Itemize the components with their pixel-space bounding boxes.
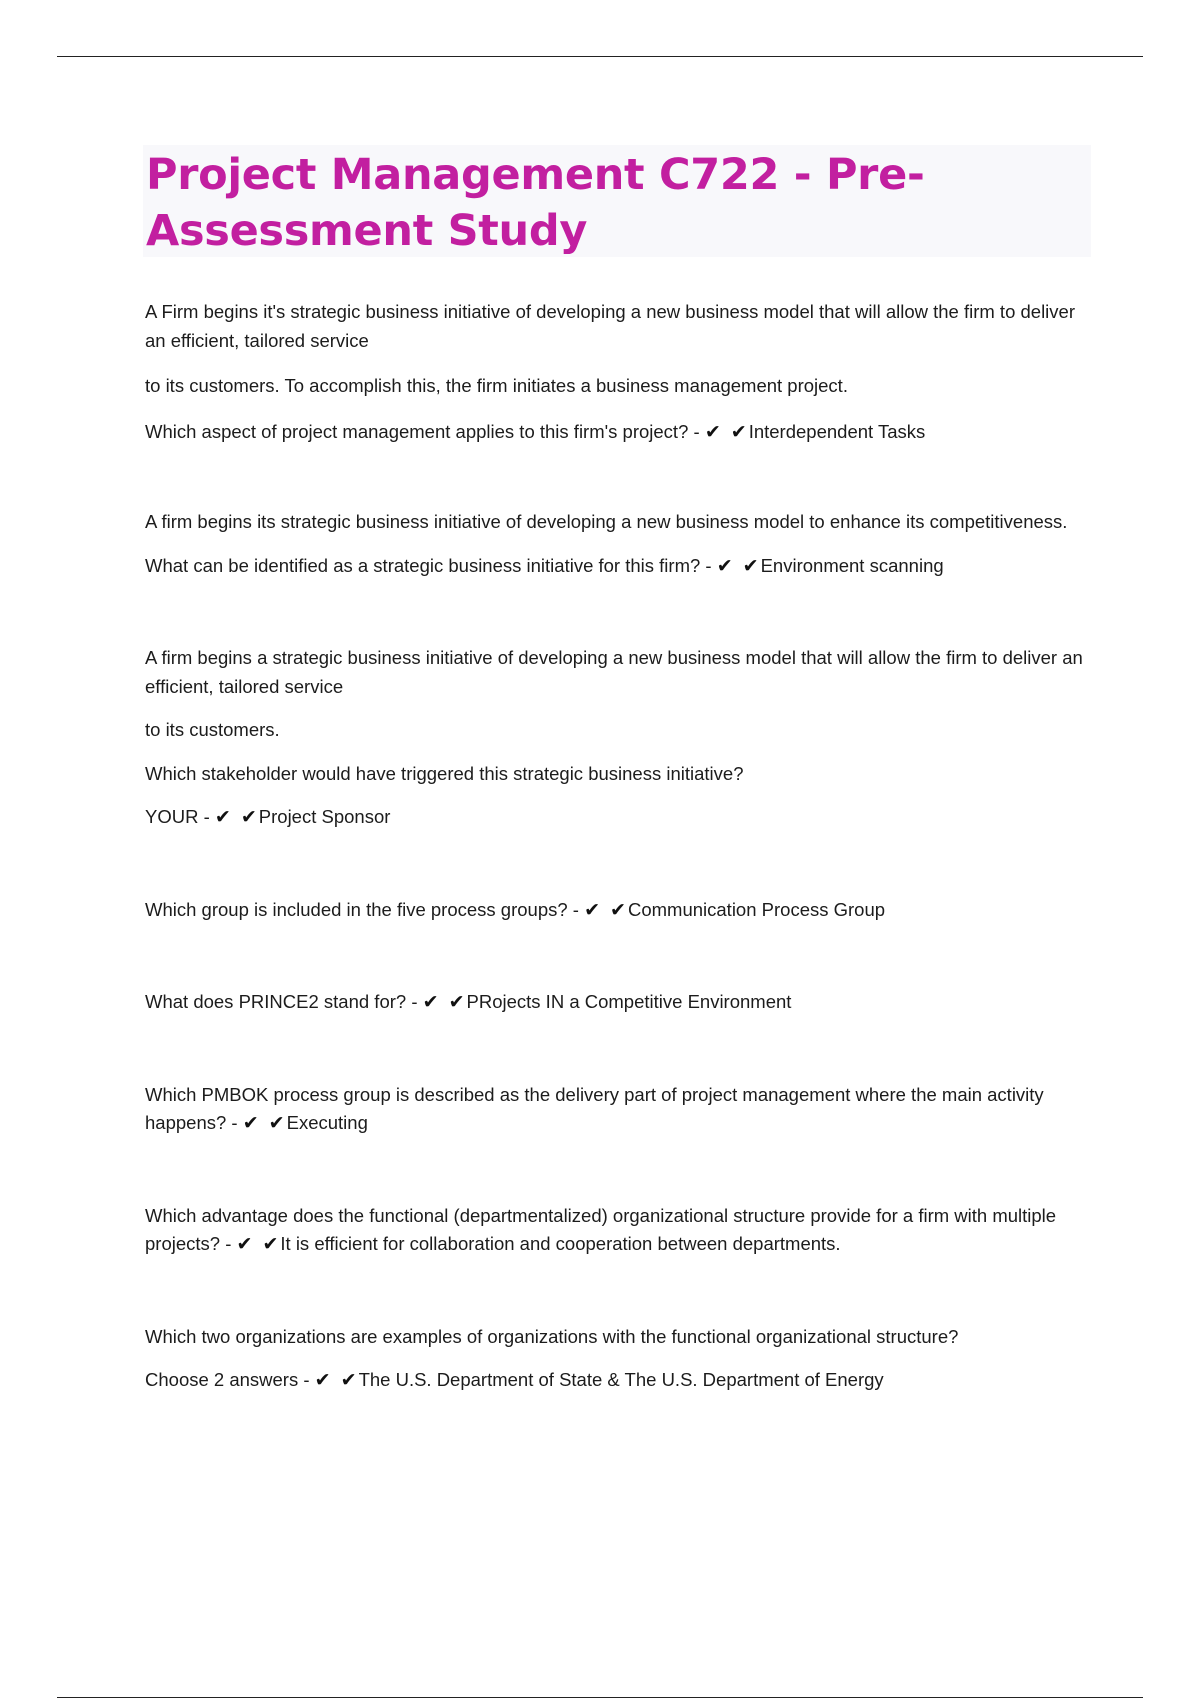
answer-text: The U.S. Department of State & The U.S. Department of Energy xyxy=(358,1369,884,1390)
answer-text: PRojects IN a Competitive Environment xyxy=(466,991,792,1012)
top-divider xyxy=(57,56,1143,57)
title-banner xyxy=(143,145,1091,257)
double-check-icon: ✔ ✔ xyxy=(236,1233,281,1255)
bottom-divider xyxy=(57,1697,1143,1698)
qa-list xyxy=(145,298,1090,1395)
qa-line xyxy=(145,1081,1090,1138)
answer-text: Executing xyxy=(286,1112,368,1133)
answer-text: Environment scanning xyxy=(760,554,944,576)
qa-line xyxy=(145,552,1090,581)
document-title: Project Management C722 - Pre-Assessment Study xyxy=(146,150,925,256)
qa-line xyxy=(145,896,1090,925)
question-text: YOUR - xyxy=(145,806,210,827)
question-text: Which advantage does the functional (departmentalized) organizational structure provide for a firm with multiple projects? - xyxy=(145,1204,1057,1254)
answer-text: Interdependent Tasks xyxy=(748,420,926,442)
qa-line xyxy=(145,1366,1090,1395)
question-text: A Firm begins it's strategic business initiative of developing a new business model that will allow the firm to deliver an efficient, tailored service xyxy=(145,301,1075,351)
answer-text: Project Sponsor xyxy=(258,806,391,827)
double-check-icon: ✔ ✔ xyxy=(214,806,259,828)
question-text: Choose 2 answers - xyxy=(145,1369,310,1390)
question-text: Which two organizations are examples of organizations with the functional organizational structure? xyxy=(145,1325,959,1347)
question-text: to its customers. To accomplish this, the firm initiates a business management project. xyxy=(145,375,848,396)
qa-line xyxy=(145,418,1090,447)
double-check-icon: ✔ ✔ xyxy=(422,991,467,1013)
question-text: What does PRINCE2 stand for? - xyxy=(145,991,418,1012)
answer-text: Communication Process Group xyxy=(627,898,886,920)
double-check-icon: ✔ ✔ xyxy=(584,898,628,921)
qa-line xyxy=(145,1202,1090,1259)
double-check-icon: ✔ ✔ xyxy=(716,554,761,577)
double-check-icon: ✔ ✔ xyxy=(242,1112,287,1134)
question-text: Which PMBOK process group is described as the delivery part of project management where the main activity happens? - xyxy=(145,1083,1044,1133)
double-check-icon: ✔ ✔ xyxy=(704,420,749,443)
answer-text: It is efficient for collaboration and cooperation between departments. xyxy=(280,1233,841,1254)
question-text: A firm begins its strategic business initiative of developing a new business model to enhance its competitiveness. xyxy=(145,511,1068,532)
question-text: to its customers. xyxy=(145,719,280,740)
question-text: A firm begins a strategic business initiative of developing a new business model that will allow the firm to deliver an efficient, tailored service xyxy=(145,647,1083,697)
qa-line xyxy=(145,803,1090,832)
question-text: What can be identified as a strategic business initiative for this firm? - xyxy=(145,554,712,576)
double-check-icon: ✔ ✔ xyxy=(314,1369,359,1391)
question-text: Which stakeholder would have triggered this strategic business initiative? xyxy=(145,762,744,784)
qa-line xyxy=(145,988,1090,1017)
question-text: Which aspect of project management applies to this firm's project? - xyxy=(145,420,700,442)
question-text: Which group is included in the five process groups? - xyxy=(145,898,579,920)
